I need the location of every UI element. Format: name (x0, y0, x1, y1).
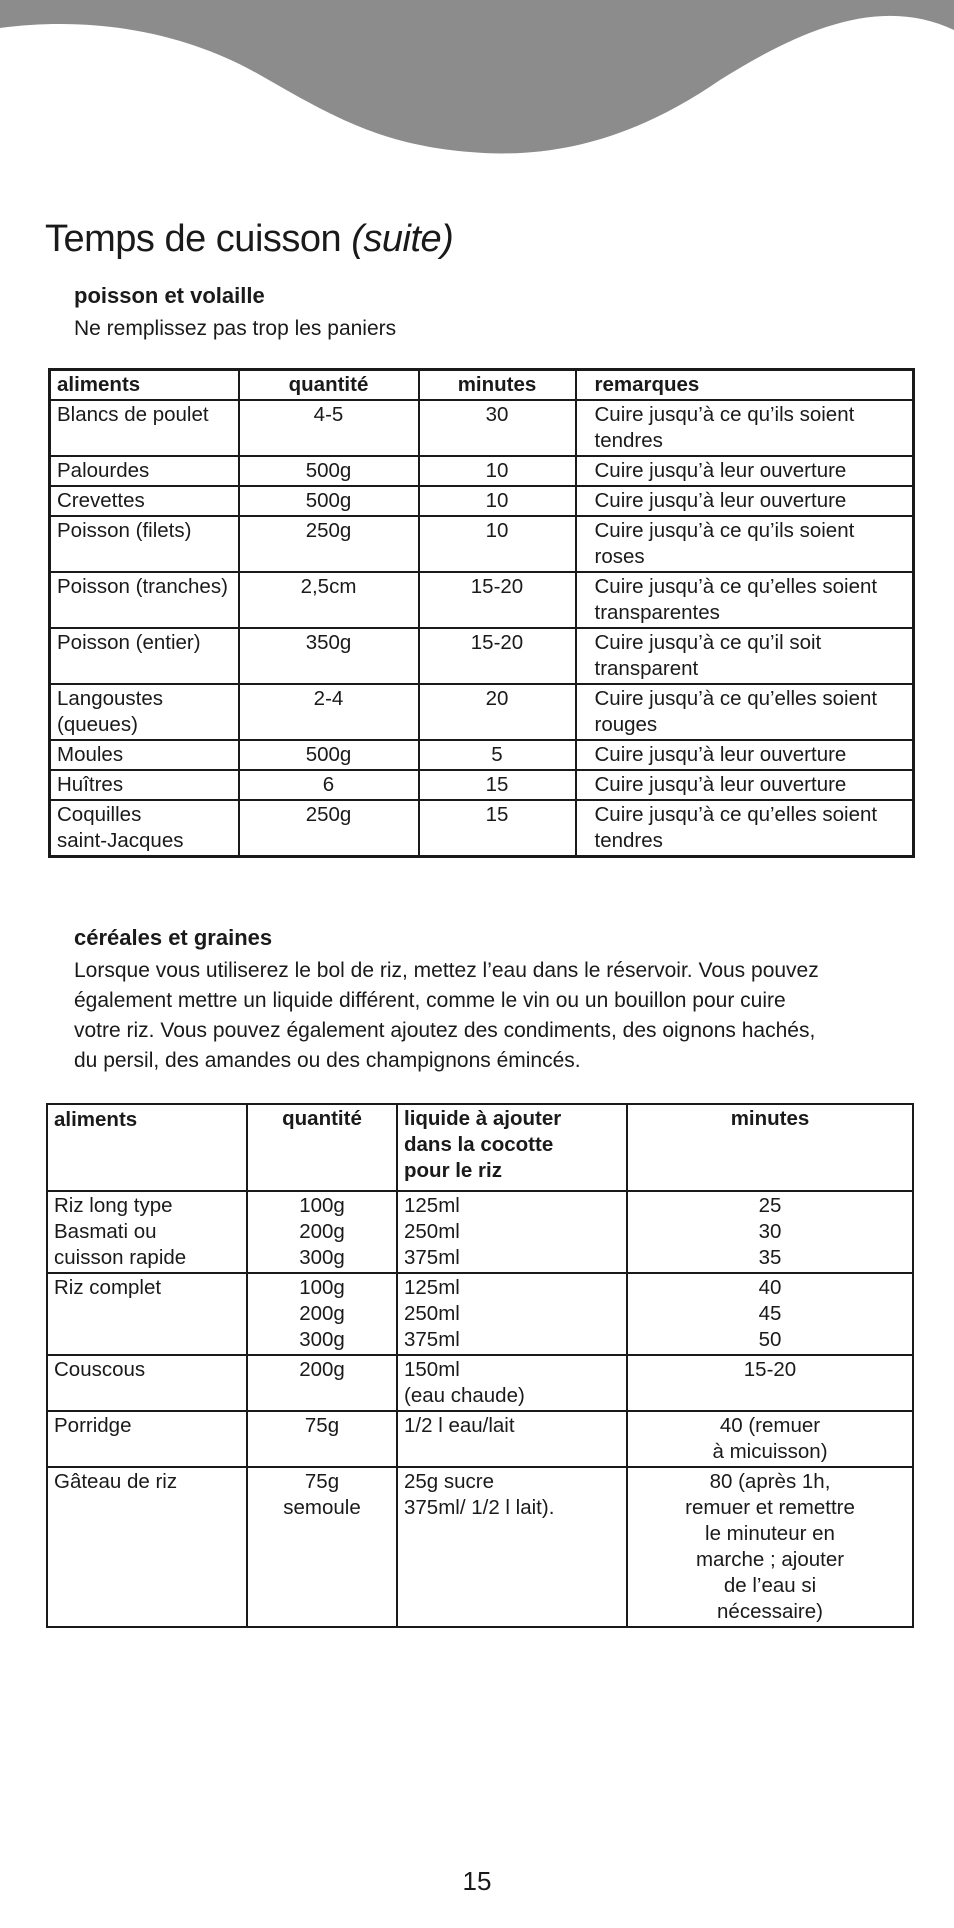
cell-line: 45 (758, 1302, 782, 1325)
cell-minutes (627, 1355, 913, 1411)
cell-quantite (239, 516, 419, 572)
table-row (47, 1355, 913, 1411)
table-row (47, 1411, 913, 1467)
table-row (50, 400, 914, 456)
cell-line: 1/2 l eau/lait (404, 1414, 515, 1437)
cell-line: 375ml/ 1/2 l lait). (404, 1496, 555, 1519)
column-header-line: pour le riz (404, 1159, 502, 1182)
cell-line: Cuire jusqu’à ce qu’elles soient (594, 575, 878, 598)
cell-minutes (627, 1411, 913, 1467)
cell-line: 375ml (404, 1328, 460, 1351)
cell-line: 30 (758, 1220, 782, 1243)
cell-line: 375ml (404, 1246, 460, 1269)
cell-line: tendres (594, 829, 663, 852)
cell-minutes (627, 1467, 913, 1627)
cell-minutes: 15-20 (419, 572, 576, 628)
cell-aliment (47, 1273, 247, 1355)
cell-line: 500g (305, 489, 352, 512)
page-title (45, 218, 453, 261)
column-header: aliments (47, 1104, 247, 1191)
cell-line: Cuire jusqu’à leur ouverture (594, 459, 847, 482)
cell-line: semoule (283, 1496, 361, 1519)
cell-line: saint-Jacques (57, 829, 184, 852)
cell-line: Riz complet (54, 1276, 162, 1299)
cell-minutes (627, 1191, 913, 1273)
cell-line: Cuire jusqu’à ce qu’ils soient (594, 519, 855, 542)
cell-minutes: 30 (419, 400, 576, 456)
paragraph-line: Lorsque vous utiliserez le bol de riz, mettez l’eau dans le réservoir. Vous pouvez (74, 959, 819, 982)
cell-liquide (397, 1355, 627, 1411)
cell-line: transparentes (594, 601, 720, 624)
cell-line: Basmati ou (54, 1220, 157, 1243)
paragraph-line: également mettre un liquide différent, comme le vin ou un bouillon pour cuire (74, 989, 786, 1012)
cell-minutes: 15 (419, 770, 576, 800)
cell-line: Cuire jusqu’à leur ouverture (594, 773, 847, 796)
cell-aliment (50, 770, 239, 800)
cell-line: Poisson (filets) (57, 519, 192, 542)
cell-quantite (247, 1273, 397, 1355)
section-paragraph-cereals (74, 956, 819, 1076)
cell-remarque (576, 800, 914, 857)
cell-quantite (239, 400, 419, 456)
cell-line: Cuire jusqu’à leur ouverture (594, 743, 847, 766)
cell-line: 250ml (404, 1302, 460, 1325)
table-row (50, 572, 914, 628)
cell-remarque (576, 628, 914, 684)
cell-remarque (576, 684, 914, 740)
table-header-row (47, 1104, 913, 1191)
column-header: minutes (419, 370, 576, 401)
cell-line: 4-5 (313, 403, 344, 426)
cell-minutes: 20 (419, 684, 576, 740)
cell-quantite (239, 628, 419, 684)
cell-line: roses (594, 545, 645, 568)
cell-line: Couscous (54, 1358, 146, 1381)
cell-line: cuisson rapide (54, 1246, 187, 1269)
cell-line: de l’eau si (723, 1574, 817, 1597)
cell-line: remuer et remettre (685, 1496, 855, 1519)
paragraph-line: votre riz. Vous pouvez également ajoutez des condiments, des oignons hachés, (74, 1019, 816, 1042)
cell-quantite (239, 740, 419, 770)
cell-line: tendres (594, 429, 663, 452)
cell-line: 300g (299, 1328, 345, 1351)
cell-line: 200g (299, 1302, 345, 1325)
table-header-row (50, 370, 914, 401)
column-header: quantité (247, 1104, 397, 1191)
cell-aliment (47, 1467, 247, 1627)
table-row (50, 486, 914, 516)
cell-quantite (247, 1191, 397, 1273)
cell-aliment (50, 486, 239, 516)
cell-line: Crevettes (57, 489, 145, 512)
cell-quantite (239, 486, 419, 516)
cell-line: 250g (305, 519, 352, 542)
cell-line: Cuire jusqu’à ce qu’il soit (594, 631, 822, 654)
cell-line: 350g (305, 631, 352, 654)
cell-line: Blancs de poulet (57, 403, 209, 426)
cell-aliment (47, 1191, 247, 1273)
cell-quantite (239, 684, 419, 740)
cell-line: 75g (304, 1470, 340, 1493)
cell-line: Cuire jusqu’à ce qu’elles soient (594, 803, 878, 826)
cell-aliment (50, 572, 239, 628)
cell-line: à micuisson) (712, 1440, 828, 1463)
column-header: quantité (239, 370, 419, 401)
cell-line: 500g (305, 743, 352, 766)
cell-line: 75g (304, 1414, 340, 1437)
table-row (50, 456, 914, 486)
cell-remarque (576, 516, 914, 572)
fish-poultry-table (48, 368, 915, 858)
cell-line: rouges (594, 713, 658, 736)
table-row (50, 770, 914, 800)
cell-line: Cuire jusqu’à ce qu’ils soient (594, 403, 855, 426)
table-row (47, 1467, 913, 1627)
table-row (47, 1273, 913, 1355)
column-header-line: liquide à ajouter (404, 1107, 562, 1130)
cell-aliment (47, 1411, 247, 1467)
cell-line: 50 (758, 1328, 782, 1351)
section-heading-cereals: céréales et graines (74, 925, 273, 950)
cell-line: Moules (57, 743, 124, 766)
cell-line: 150ml (404, 1358, 460, 1381)
cell-line: 25g sucre (404, 1470, 495, 1493)
cell-minutes: 10 (419, 486, 576, 516)
cell-line: 500g (305, 459, 352, 482)
page-number: 15 (462, 1866, 492, 1896)
header-wave-decoration (0, 0, 954, 160)
cell-remarque (576, 400, 914, 456)
page-title-suffix: (suite) (351, 218, 454, 260)
cell-minutes (627, 1273, 913, 1355)
table-row (50, 800, 914, 857)
cell-line: Porridge (54, 1414, 132, 1437)
cell-line: 25 (758, 1194, 782, 1217)
cell-liquide (397, 1411, 627, 1467)
cell-remarque (576, 572, 914, 628)
cell-aliment (50, 740, 239, 770)
section-intro-fish: Ne remplissez pas trop les paniers (74, 317, 397, 340)
cell-line: 35 (758, 1246, 782, 1269)
cell-line: Gâteau de riz (54, 1470, 178, 1493)
cell-line: Riz long type (54, 1194, 173, 1217)
cell-quantite (247, 1411, 397, 1467)
section-heading-fish: poisson et volaille (74, 283, 265, 308)
cell-aliment (50, 400, 239, 456)
cell-line: 200g (299, 1358, 345, 1381)
cell-line: 250ml (404, 1220, 460, 1243)
cell-line: Coquilles (57, 803, 142, 826)
cell-liquide (397, 1273, 627, 1355)
cell-aliment (50, 516, 239, 572)
paragraph-line: du persil, des amandes ou des champignons émincés. (74, 1049, 581, 1072)
cell-aliment (50, 456, 239, 486)
cell-line: 250g (305, 803, 352, 826)
cell-remarque (576, 486, 914, 516)
cell-minutes: 15 (419, 800, 576, 857)
wave-shape (0, 0, 954, 153)
cell-quantite (239, 456, 419, 486)
cell-line: 80 (après 1h, (709, 1470, 831, 1493)
cell-quantite (247, 1467, 397, 1627)
cell-quantite (247, 1355, 397, 1411)
table-row (47, 1191, 913, 1273)
cell-aliment (50, 684, 239, 740)
cell-minutes: 15-20 (419, 628, 576, 684)
cell-line: transparent (594, 657, 699, 680)
cell-liquide (397, 1191, 627, 1273)
cell-line: (eau chaude) (404, 1384, 525, 1407)
cell-minutes: 10 (419, 456, 576, 486)
cell-line: 2,5cm (300, 575, 357, 598)
cell-line: 125ml (404, 1194, 460, 1217)
cell-remarque (576, 740, 914, 770)
page-title-main: Temps de cuisson (45, 218, 352, 260)
cell-line: 40 (remuer (719, 1414, 821, 1437)
column-header: aliments (50, 370, 239, 401)
cell-remarque (576, 770, 914, 800)
cell-aliment (50, 628, 239, 684)
cell-line: (queues) (57, 713, 138, 736)
cell-line: 125ml (404, 1276, 460, 1299)
cell-line: nécessaire) (717, 1600, 823, 1623)
table-row (50, 628, 914, 684)
cell-line: Cuire jusqu’à leur ouverture (594, 489, 847, 512)
table-row (50, 740, 914, 770)
cell-line: 300g (299, 1246, 345, 1269)
cell-quantite (239, 770, 419, 800)
cell-line: Poisson (tranches) (57, 575, 228, 598)
column-header (397, 1104, 627, 1191)
cell-line: 100g (299, 1194, 345, 1217)
cell-quantite (239, 572, 419, 628)
cell-aliment (47, 1355, 247, 1411)
cell-line: Langoustes (57, 687, 164, 710)
table-row (50, 516, 914, 572)
table-row (50, 684, 914, 740)
cell-line: Cuire jusqu’à ce qu’elles soient (594, 687, 878, 710)
cereals-table (46, 1103, 914, 1628)
cell-line: 40 (758, 1276, 782, 1299)
cell-line: 200g (299, 1220, 345, 1243)
cell-line: 6 (322, 773, 335, 796)
cell-line: 15-20 (743, 1358, 797, 1381)
cell-minutes: 10 (419, 516, 576, 572)
cell-line: Poisson (entier) (57, 631, 201, 654)
cell-liquide (397, 1467, 627, 1627)
cell-line: 100g (299, 1276, 345, 1299)
column-header: minutes (627, 1104, 913, 1191)
column-header: remarques (576, 370, 914, 401)
column-header-line: dans la cocotte (404, 1133, 554, 1156)
cell-line: marche ; ajouter (695, 1548, 845, 1571)
cell-aliment (50, 800, 239, 857)
cell-line: Palourdes (57, 459, 150, 482)
cell-quantite (239, 800, 419, 857)
cell-line: le minuteur en (705, 1522, 835, 1545)
cell-line: 2-4 (313, 687, 344, 710)
cell-remarque (576, 456, 914, 486)
cell-minutes: 5 (419, 740, 576, 770)
cell-line: Huîtres (57, 773, 124, 796)
